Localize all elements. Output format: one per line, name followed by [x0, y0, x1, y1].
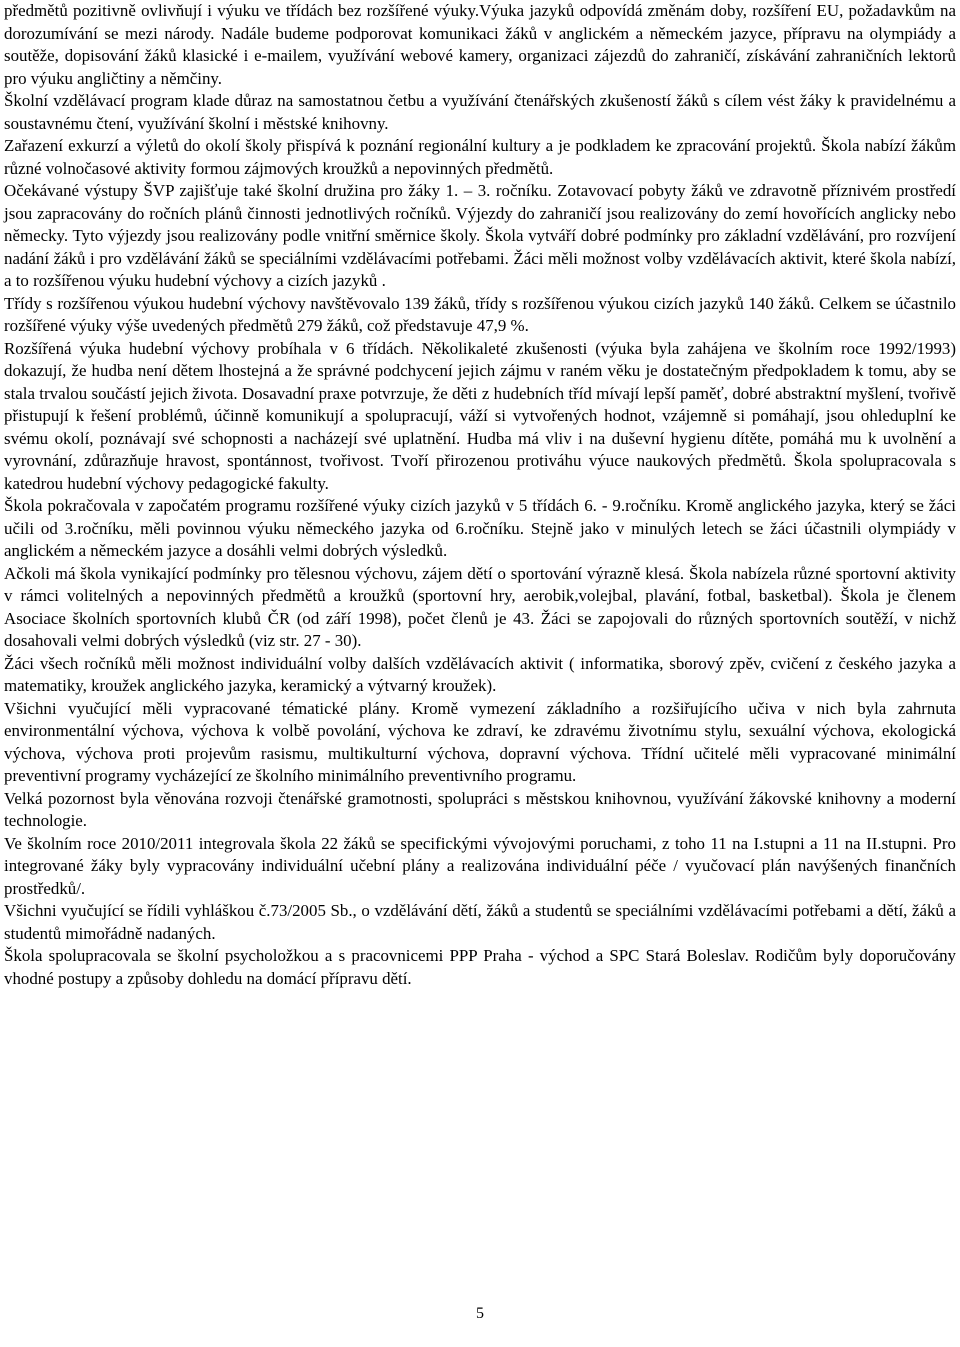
- paragraph-reading-program: Školní vzdělávací program klade důraz na samostatnou četbu a využívání čtenářských zkušeností žáků s cílem vést žáky k pravidelnému a soustavnému čtení, využívání školní i městské knihovny.: [4, 91, 956, 133]
- paragraph-music-education: Rozšířená výuka hudební výchovy probíhala v 6 třídách. Několikaleté zkušenosti (výuka byla zahájena ve školním roce 1992/1993) dokazují, že hudba není dětem lhostejná a že správné podchycení jejich zájmu v raném věku je dostatečným předpokladem k tomu, aby se stala trvalou součástí jejich života. Dosavadní praxe potvrzuje, že děti z hudebních tříd mívají lepší paměť, dobré abstraktní myšlení, tvořivě přistupují k řešení problémů, účinně komunikují a spolupracují, váží si vytvořených hodnot, vzájemně si pomáhají, jsou ohleduplní ke svému okolí, poznávají své schopnosti a nacházejí své uplatnění. Hudba má vliv i na duševní hygienu dítěte, pomáhá mu k uvolnění a vyrovnání, zdůrazňuje hravost, spontánnost, tvořivost. Tvoří přirozenou protiváhu výuce naukových předmětů. Škola spolupracovala s katedrou hudební výchovy pedagogické fakulty.: [4, 338, 956, 493]
- paragraph-expected-outcomes: Očekávané výstupy ŠVP zajišťuje také školní družina pro žáky 1. – 3. ročníku. Zotavovací pobyty žáků ve zdravotně příznivém prostředí jsou zapracovány do ročních plánů činnosti jednotlivých ročníků. Výjezdy do zahraničí jsou realizovány do zemí hovořících anglicky nebo německy. Tyto výjezdy jsou realizovány podle vnitřní směrnice školy. Škola vytváří dobré podmínky pro základní vzdělávání, pro rozvíjení nadání žáků i pro vzdělávání žáků se speciálními vzdělávacími potřebami. Žáci měli možnost volby vzdělávacích aktivit, které škola nabízí, a to rozšířenou výuku hudební výchovy a cizích jazyků .: [4, 181, 956, 290]
- paragraph-psychologist-cooperation: Škola spolupracovala se školní psycholožkou a s pracovnicemi PPP Praha - východ a SPC Stará Boleslav. Rodičům byly doporučovány vhodné postupy a způsoby dohledu na domácí přípravu dětí.: [4, 946, 956, 988]
- paragraph-foreign-languages: Škola pokračovala v započatém programu rozšířené výuky cizích jazyků v 5 třídách 6. - 9.ročníku. Kromě anglického jazyka, který se žáci učili od 3.ročníku, měli povinnou výuku německého jazyka od 6.ročníku. Stejně jako v minulých letech se žáci účastnili olympiády v anglickém a německém jazyce a dosáhli velmi dobrých výsledků.: [4, 496, 956, 560]
- paragraph-reading-literacy: Velká pozornost byla věnována rozvoji čtenářské gramotnosti, spolupráci s městskou knihovnou, využívání žákovské knihovny a moderní technologie.: [4, 788, 956, 830]
- page-number: 5: [476, 1305, 484, 1322]
- paragraph-extended-classes-stats: Třídy s rozšířenou výukou hudební výchovy navštěvovalo 139 žáků, třídy s rozšířenou výukou cizích jazyků 140 žáků. Celkem se účastnilo rozšířené výuky výše uvedených předmětů 279 žáků, což představuje 47,9 %.: [4, 293, 956, 335]
- paragraph-regulation: Všichni vyučující se řídili vyhláškou č.73/2005 Sb., o vzdělávání dětí, žáků a studentů se speciálními vzdělávacími potřebami a dětí, žáků a studentů mimořádně nadaných.: [4, 901, 956, 943]
- paragraph-language-education: předmětů pozitivně ovlivňují i výuku ve třídách bez rozšířené výuky.Výuka jazyků odpovídá změnám doby, rozšíření EU, požadavkům na dorozumívání se mezi národy. Nadále budeme podporovat komunikaci žáků v anglickém a německém jazyce, přípravu na olympiády a soutěže, dopisování žáků klasické i e-mailem, využívání webové kamery, organizaci zájezdů do zahraničí, získávání zahraničních lektorů pro výuku angličtiny a němčiny.: [4, 1, 956, 88]
- paragraph-thematic-plans: Všichni vyučující měli vypracované tématické plány. Kromě vymezení základního a rozšiřujícího učiva v nich byla zahrnuta environmentální výchova, výchova k volbě povolání, výchova ke zdraví, ke zdravému životnímu stylu, sexuální výchova, ekologická výchova, výchova proti projevům rasismu, multikulturní výchova, dopravní výchova. Třídní učitelé měli vypracované minimální preventivní programy vycházející ze školního minimálního preventivního programu.: [4, 698, 956, 785]
- document-body: [4, 0, 956, 990]
- paragraph-elective-activities: Žáci všech ročníků měli možnost individuální volby dalších vzdělávacích aktivit ( informatika, sborový zpěv, cvičení z českého jazyka a matematiky, kroužek anglického jazyka, keramický a výtvarný kroužek).: [4, 653, 956, 695]
- paragraph-physical-education: Ačkoli má škola vynikající podmínky pro tělesnou výchovu, zájem dětí o sportování výrazně klesá. Škola nabízela různé sportovní aktivity v rámci volitelných a nepovinných předmětů a kroužků (sportovní hry, aerobik,volejbal, plavání, fotbal, basketbal). Škola je členem Asociace školních sportovních klubů ČR (od září 1998), počet členů je 43. Žáci se zapojovali do různých sportovních soutěží, v nichž dosahovali velmi dobrých výsledků (viz str. 27 - 30).: [4, 563, 956, 650]
- paragraph-excursions: Zařazení exkurzí a výletů do okolí školy přispívá k poznání regionální kultury a je podkladem ke zpracování projektů. Škola nabízí žákům různé volnočasové aktivity formou zájmových kroužků a nepovinných předmětů.: [4, 136, 956, 178]
- paragraph-integration: Ve školním roce 2010/2011 integrovala škola 22 žáků se specifickými vývojovými poruchami, z toho 11 na I.stupni a 11 na II.stupni. Pro integrované žáky byly vypracovány individuální učební plány a realizována individuální péče / vyučovací plán navýšených finančních prostředků/.: [4, 833, 956, 898]
